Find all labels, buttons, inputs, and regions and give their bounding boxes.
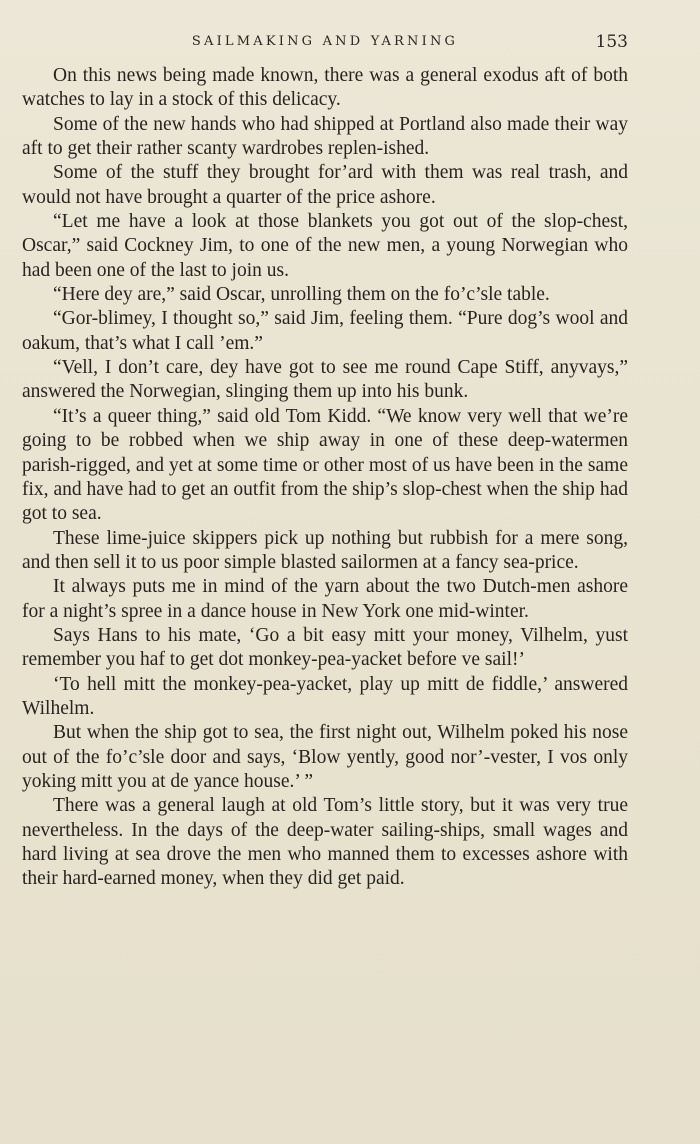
- paragraph: On this news being made known, there was a general exodus aft of both watches to lay in a stock of this delicacy.: [22, 65, 628, 111]
- paragraph: But when the ship got to sea, the first night out, Wilhelm poked his nose out of the fo’c’sle door and says, ‘Blow yently, good nor’-vester, I vos only yoking mitt you at de yance house.’ ”: [22, 722, 628, 792]
- paragraph: “Let me have a look at those blankets you got out of the slop-chest, Oscar,” said Cockney Jim, to one of the new men, a young Norwegian who had been one of the last to join us.: [22, 211, 628, 281]
- paragraph: Says Hans to his mate, ‘Go a bit easy mitt your money, Vilhelm, yust remember you haf to get dot monkey-pea-yacket before ve sail!’: [22, 624, 628, 671]
- paragraph: There was a general laugh at old Tom’s little story, but it was very true nevertheless. In the days of the deep-water sailing-ships, small wages and hard living at sea drove the men who manned them to excesses ashore with their hard-earned money, when they did get paid.: [22, 795, 628, 890]
- paragraph: Some of the new hands who had shipped at Portland also made their way aft to get their rather scanty wardrobes replen-ished.: [22, 113, 628, 160]
- paragraph: “Gor-blimey, I thought so,” said Jim, feeling them. “Pure dog’s wool and oakum, that’s what I call ’em.”: [22, 308, 628, 354]
- running-head: [22, 32, 628, 54]
- paragraph: It always puts me in mind of the yarn about the two Dutch-men ashore for a night’s spree in a dance house in New York one mid-winter.: [22, 576, 628, 622]
- paragraph: “Here dey are,” said Oscar, unrolling them on the fo’c’sle table.: [53, 284, 550, 306]
- paragraph: “Vell, I don’t care, dey have got to see me round Cape Stiff, anyvays,” answered the Norwegian, slinging them up into his bunk.: [22, 357, 628, 403]
- paragraph: Some of the stuff they brought for’ard with them was real trash, and would not have brought a quarter of the price ashore.: [22, 162, 628, 208]
- page-number: 153: [595, 32, 628, 52]
- running-title: SAILMAKING AND YARNING: [191, 34, 459, 49]
- paragraph: “It’s a queer thing,” said old Tom Kidd. “We know very well that we’re going to be robbed when we ship away in one of these deep-watermen parish-rigged, and yet at some time or other most of us have been in the same fix, and have had to get an outfit from the ship’s slop-chest when the ship had got to sea.: [22, 405, 628, 525]
- body-text: [22, 64, 628, 892]
- paragraph: ‘To hell mitt the monkey-pea-yacket, play up mitt de fiddle,’ answered Wilhelm.: [22, 673, 628, 719]
- paragraph: These lime-juice skippers pick up nothing but rubbish for a mere song, and then sell it to us poor simple blasted sailormen at a fancy sea-price.: [22, 527, 628, 573]
